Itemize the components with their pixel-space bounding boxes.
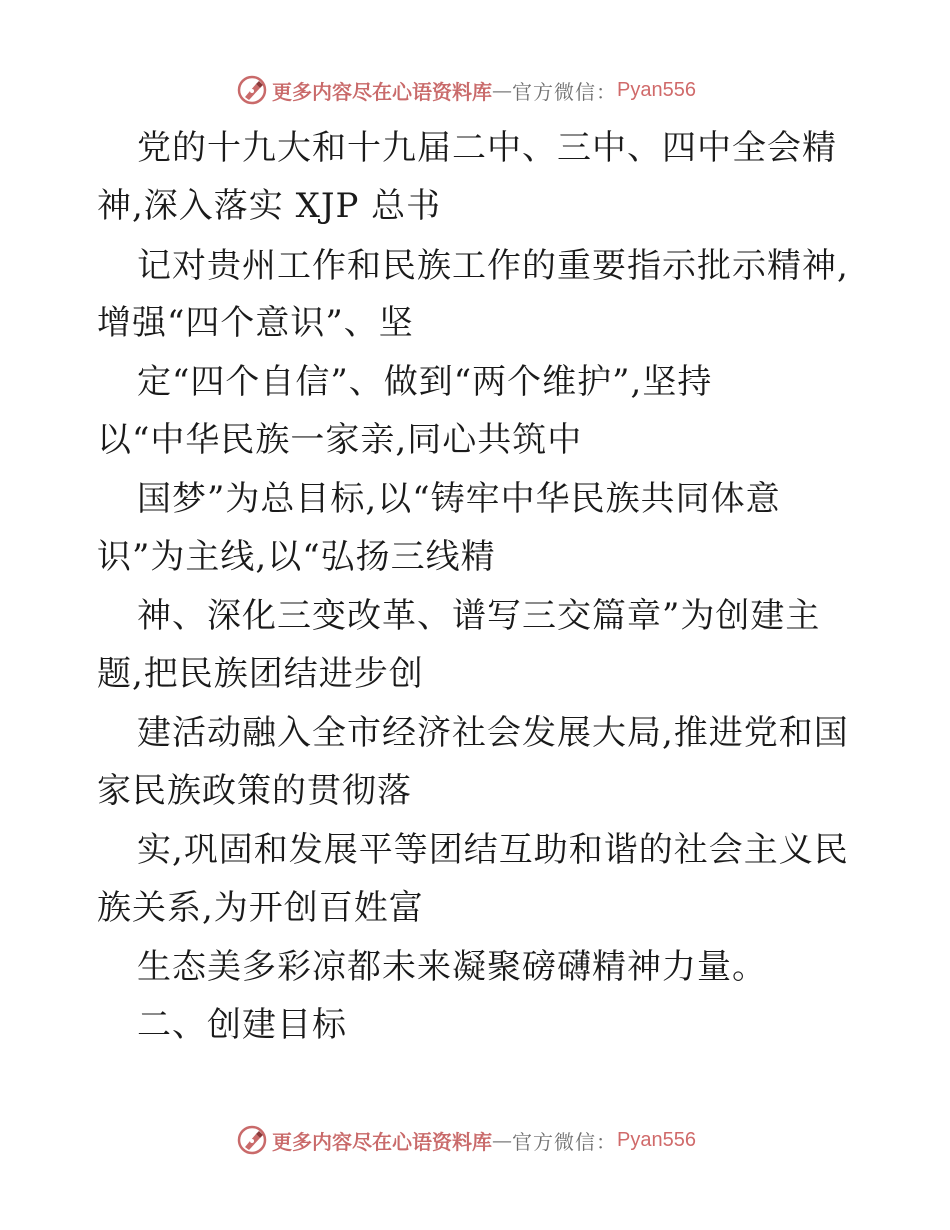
pen-logo-icon (236, 1124, 268, 1156)
banner-separator: — (492, 78, 512, 102)
body-line-4: 增强“四个意识”、坚 (97, 303, 414, 343)
body-line-8: 识”为主线,以“弘扬三线精 (97, 537, 496, 577)
banner-brand-text: 更多内容尽在心语资料库 (272, 79, 492, 104)
body-line-13: 实,巩固和发展平等团结互助和谐的社会主义民 (137, 830, 849, 870)
body-line-15: 生态美多彩凉都未来凝聚磅礴精神力量。 (137, 947, 767, 987)
body-line-7: 国梦”为总目标,以“铸牢中华民族共同体意 (137, 479, 781, 519)
body-line-10: 题,把民族团结进步创 (97, 654, 424, 694)
body-line-1: 党的十九大和十九届二中、三中、四中全会精 (137, 128, 837, 168)
header-banner (236, 73, 696, 107)
body-line-5: 定“四个自信”、做到“两个维护”,坚持 (137, 362, 713, 402)
body-line-2: 神,深入落实 XJP 总书 (97, 186, 442, 226)
banner-wechat-id: Pyan556 (617, 1128, 696, 1151)
banner-official-label: 官方微信： (512, 79, 617, 104)
banner-official-label: 官方微信： (512, 1129, 617, 1154)
body-line-9: 神、深化三变改革、谱写三交篇章”为创建主 (137, 596, 821, 636)
body-line-12: 家民族政策的贯彻落 (97, 771, 412, 811)
body-line-11: 建活动融入全市经济社会发展大局,推进党和国 (137, 713, 849, 753)
footer-banner (236, 1123, 696, 1157)
banner-wechat-id: Pyan556 (617, 78, 696, 101)
body-line-3: 记对贵州工作和民族工作的重要指示批示精神, (137, 246, 849, 286)
body-line-14: 族关系,为开创百姓富 (97, 888, 424, 928)
section-heading: 二、创建目标 (137, 1005, 347, 1045)
banner-brand-text: 更多内容尽在心语资料库 (272, 1129, 492, 1154)
pen-logo-icon (236, 74, 268, 106)
banner-separator: — (492, 1128, 512, 1152)
body-line-6: 以“中华民族一家亲,同心共筑中 (97, 420, 583, 460)
